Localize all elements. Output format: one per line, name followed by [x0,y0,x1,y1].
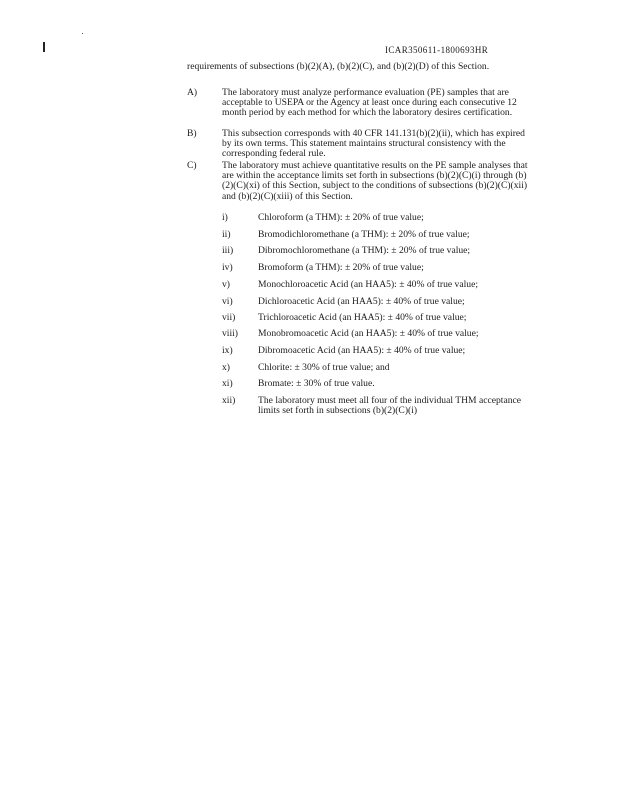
subitem-number: x) [222,362,230,373]
subitem-number: vi) [222,296,233,307]
subitem-text: Bromodichloromethane (a THM): ± 20% of true value; [258,229,470,240]
subitem-text: Monobromoacetic Acid (an HAA5): ± 40% of true value; [258,328,479,339]
item-a-text: The laboratory must analyze performance evaluation (PE) samples that are acceptable to USEPA or the Agency at least once during each consecutive 12 month period by each method for which the laboratory desires certification. [222,87,517,119]
item-c-marker: C) [187,160,197,171]
subitem-text: Dibromochloromethane (a THM): ± 20% of true value; [258,245,471,256]
revision-margin-bar [43,42,45,52]
scan-speck [82,33,83,34]
subitem-number: ix) [222,345,233,356]
subitem-number: ii) [222,229,231,240]
subitem-text: Trichloroacetic Acid (an HAA5): ± 40% of true value; [258,312,467,323]
subitem-number: v) [222,279,230,290]
document-id: ICAR350611-1800693HR [385,45,489,55]
subitem-number: xii) [222,395,236,406]
subitem-text: The laboratory must meet all four of the individual THM acceptance limits set forth in subsections (b)(2)(C)(i) [258,395,522,417]
item-c-text: The laboratory must achieve quantitative results on the PE sample analyses that are within the acceptance limits set forth in subsections (b)(2)(C)(i) through (b)(2)(C)(xi) of this Section, subject to the conditions of subsections (b)(2)(C)(xii) and (b)(2)(C)(xiii) of this Section. [222,160,528,202]
subitem-text: Bromate: ± 30% of true value. [258,378,375,389]
subitem-number: vii) [222,312,236,323]
item-b-text: This subsection corresponds with 40 CFR 141.131(b)(2)(ii), which has expired by its own terms. This statement maintains structural consistency with the corresponding federal rule. [222,128,525,160]
subitem-text: Chloroform (a THM): ± 20% of true value; [258,212,424,223]
intro-paragraph: requirements of subsections (b)(2)(A), (b)(2)(C), and (b)(2)(D) of this Section. [187,61,490,72]
subitem-number: iv) [222,262,233,273]
subitem-text: Monochloroacetic Acid (an HAA5): ± 40% of true value; [258,279,478,290]
item-a-marker: A) [187,87,198,98]
subitem-text: Bromoform (a THM): ± 20% of true value; [258,262,424,273]
subitem-number: iii) [222,245,234,256]
subitem-number: xi) [222,378,233,389]
item-b-marker: B) [187,128,197,139]
subitem-text: Dibromoacetic Acid (an HAA5): ± 40% of true value; [258,345,466,356]
subitem-number: i) [222,212,228,223]
subitem-number: viii) [222,328,238,339]
subitem-text: Chlorite: ± 30% of true value; and [258,362,390,373]
subitem-text: Dichloroacetic Acid (an HAA5): ± 40% of true value; [258,296,465,307]
